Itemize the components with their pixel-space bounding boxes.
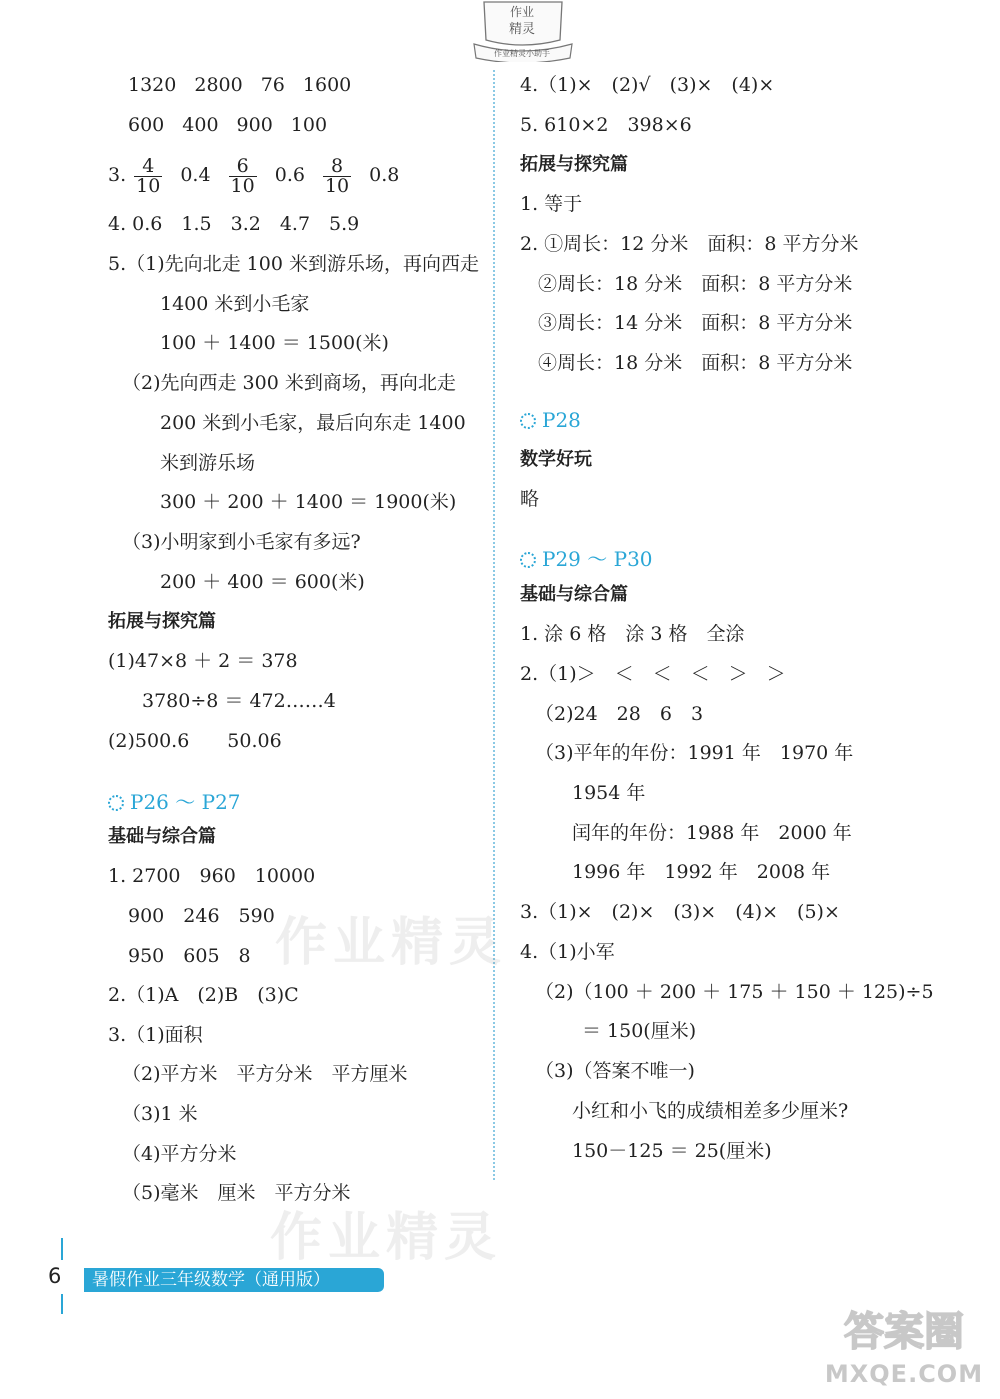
- answer-row: （2)24 28 6 3: [535, 703, 704, 725]
- answer-row: 200 ＋ 400 ＝ 600(米): [160, 571, 365, 593]
- answer-row: （2)平方米 平方分米 平方厘米: [122, 1063, 408, 1085]
- stamp-line1: 作业: [509, 5, 535, 19]
- decimal-value: 0.4: [180, 164, 211, 186]
- logo-top-text: 答案圈: [844, 1309, 964, 1355]
- stamp-logo: [470, 0, 575, 62]
- answer-row: 1. 涂 6 格 涂 3 格 全涂: [520, 623, 745, 645]
- answer-row: 900 246 590: [128, 905, 275, 927]
- bubble-icon: [108, 795, 124, 811]
- section-heading: 拓展与探究篇: [108, 611, 216, 632]
- answer-row: 2. ①周长：12 分米 面积：8 平方分米: [520, 233, 859, 255]
- question-number: 3.: [108, 164, 127, 186]
- answer-row: ④周长：18 分米 面积：8 平方分米: [538, 352, 853, 374]
- fraction-denominator: 10: [324, 174, 350, 197]
- answer-row: 2.（1)＞ ＜ ＜ ＜ ＞ ＞: [520, 663, 786, 685]
- fraction-denominator: 10: [136, 174, 161, 197]
- fraction-numerator: 4: [134, 157, 162, 177]
- answer-row: 4.（1)× (2)√ (3)× (4)×: [520, 74, 775, 96]
- answer-row: 米到游乐场: [160, 452, 256, 474]
- page-number-line-bottom: [61, 1294, 63, 1314]
- page-range-heading: P26 ～ P27: [108, 786, 241, 815]
- decimal-value: 0.6: [274, 164, 305, 186]
- answer-row: （3)小明家到小毛家有多远?: [122, 531, 361, 553]
- fraction-denominator: 10: [230, 174, 255, 197]
- answer-row: (2)500.6 50.06: [108, 730, 282, 752]
- answer-row: （3)平年的年份：1991 年 1970 年: [535, 742, 854, 764]
- section-heading: 基础与综合篇: [108, 826, 216, 847]
- answer-row: 5. 610×2 398×6: [520, 114, 692, 136]
- page-number: 6: [48, 1264, 62, 1288]
- watermark: 作业精灵: [270, 1208, 503, 1268]
- logo-bottom-text: MXQE.COM: [824, 1360, 984, 1388]
- bubble-icon: [520, 552, 536, 568]
- answer-row: 1. 2700 960 10000: [108, 865, 316, 887]
- answer-row: ③周长：14 分米 面积：8 平方分米: [538, 312, 853, 334]
- answer-row: （2)先向西走 300 米到商场，再向北走: [122, 372, 456, 394]
- answer-row: 1. 等于: [520, 193, 583, 215]
- stamp-line2: 精灵: [508, 22, 536, 37]
- bubble-icon: [520, 413, 536, 429]
- watermark: 作业精灵: [275, 913, 508, 973]
- answer-row: 3780÷8 ＝ 472……4: [142, 690, 336, 712]
- page-range-heading: P28: [520, 408, 581, 432]
- fraction-numerator: 8: [323, 157, 351, 177]
- answer-row: （3)（答案不唯一): [535, 1060, 695, 1082]
- answer-row: （4)平方分米: [122, 1143, 237, 1165]
- answer-row: （5)毫米 厘米 平方分米: [122, 1182, 351, 1204]
- answer-row: （2)（100 ＋ 200 ＋ 175 ＋ 150 ＋ 125)÷5: [535, 981, 934, 1003]
- answer-row: 950 605 8: [128, 945, 251, 967]
- answer-row: 小红和小飞的成绩相差多少厘米?: [572, 1100, 849, 1122]
- answer-row: 600 400 900 100: [128, 114, 328, 136]
- answer-row: 1320 2800 76 1600: [128, 74, 352, 96]
- decimal-value: 0.8: [369, 164, 400, 186]
- answer-row: 4.（1)小军: [520, 941, 615, 963]
- page-range-heading: P29 ～ P30: [520, 543, 653, 572]
- answer-row: 略: [520, 488, 540, 510]
- footer-title-bar: 暑假作业三年级数学（通用版）: [84, 1268, 384, 1292]
- fraction-numerator: 6: [229, 157, 257, 177]
- answer-row: (1)47×8 ＋ 2 ＝ 378: [108, 650, 298, 672]
- answer-row: 3.（1)面积: [108, 1024, 203, 1046]
- fraction-answer-row: [108, 155, 399, 196]
- answer-row: 5.（1)先向北走 100 米到游乐场，再向西走: [108, 253, 479, 275]
- answer-row: ＝ 150(厘米): [582, 1020, 697, 1042]
- answer-row: 1400 米到小毛家: [160, 293, 310, 315]
- column-divider: [493, 70, 495, 1180]
- answer-row: 3.（1)× (2)× (3)× (4)× (5)×: [520, 901, 840, 923]
- fraction: [134, 154, 162, 197]
- answer-row: 300 ＋ 200 ＋ 1400 ＝ 1900(米): [160, 491, 457, 513]
- section-heading: 基础与综合篇: [520, 584, 628, 605]
- fraction: [323, 154, 351, 197]
- page-number-line-top: [61, 1238, 63, 1260]
- site-logo: [815, 1290, 993, 1394]
- answer-row: ②周长：18 分米 面积：8 平方分米: [538, 273, 853, 295]
- fraction: [229, 154, 257, 197]
- answer-row: 1996 年 1992 年 2008 年: [572, 861, 831, 883]
- answer-row: 2.（1)A (2)B (3)C: [108, 984, 299, 1006]
- stamp-line3: 作业精灵小助手: [494, 49, 550, 58]
- answer-row: 150－125 ＝ 25(厘米): [572, 1140, 772, 1162]
- section-heading: 数学好玩: [520, 449, 592, 470]
- answer-row: 闰年的年份：1988 年 2000 年: [572, 822, 852, 844]
- answer-row: 4. 0.6 1.5 3.2 4.7 5.9: [108, 213, 360, 235]
- answer-row: 1954 年: [572, 782, 646, 804]
- answer-row: （3)1 米: [122, 1103, 198, 1125]
- answer-row: 200 米到小毛家，最后向东走 1400: [160, 412, 466, 434]
- answer-row: 100 ＋ 1400 ＝ 1500(米): [160, 332, 389, 354]
- section-heading: 拓展与探究篇: [520, 154, 628, 175]
